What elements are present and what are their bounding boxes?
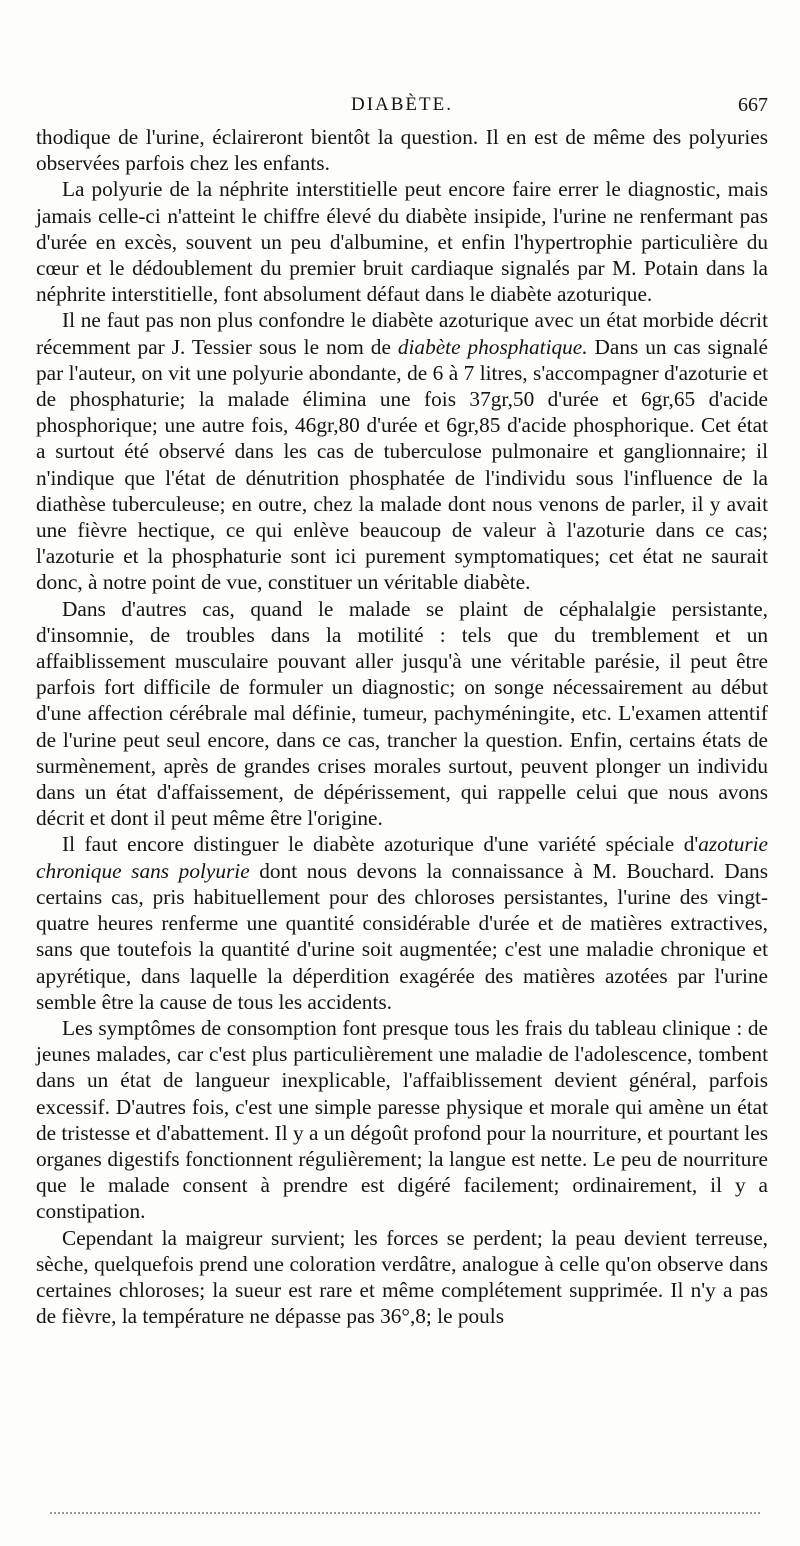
text-segment: Il faut encore distinguer le diabète azoturique d'une variété spéciale d' [62, 832, 699, 857]
text-segment: Les symptômes de consomption font presque tous les frais du tableau clinique : de jeunes malades, car c'est plus particulièrement une maladie de l'adolescence, tombent dans un état de langueur inexplicable, l'affaiblissement devient général, parfois excessif. D'autres fois, c'est une simple paresse physique et morale qui amène un état de tristesse et d'abattement. Il y a un dégoût profond pour la nourriture, et pourtant les organes digestifs fonctionnent régulièrement; la langue est nette. Le peu de nourriture que le malade consent à prendre est digéré facilement; ordinairement, il y a constipation. [36, 1015, 768, 1224]
text-segment: Dans un cas signalé par l'auteur, on vit une polyurie abondante, de 6 à 7 litres, s'accompagner d'azoturie et de phosphaturie; la malade élimina une fois 37gr,50 d'urée et 6gr,65 d'acide phosphorique; une autre fois, 46gr,80 d'urée et 6gr,85 d'acide phosphorique. Cet état a surtout été observé dans les cas de tuberculose pulmonaire et ganglionnaire; il n'indique que l'état de dénutrition phosphatée de l'individu sous l'influence de la diathèse tuberculeuse; en outre, chez la malade dont nous venons de parler, il y avait une fièvre hectique, ce qui enlève beaucoup de valeur à l'azoturie dans ce cas; l'azoturie et la phosphaturie sont ici purement symptomatiques; cet état ne saurait donc, à notre point de vue, constituer un véritable diabète. [36, 334, 768, 595]
text-segment: Cependant la maigreur survient; les forces se perdent; la peau devient terreuse, sèche, quelquefois prend une coloration verdâtre, analogue à celle qu'on observe dans certaines chloroses; la sueur est rare et même complétement supprimée. Il n'y a pas de fièvre, la température ne dépasse pas 36°,8; le pouls [36, 1225, 768, 1329]
bottom-dotted-rule [50, 1512, 760, 1514]
text-segment: La polyurie de la néphrite interstitielle peut encore faire errer le diagnostic, mais jamais celle-ci n'atteint le chiffre élevé du diabète insipide, l'urine ne renfermant pas d'urée en excès, souvent un peu d'albumine, et enfin l'hypertrophie particulière du cœur et le dédoublement du premier bruit cardiaque signalés par M. Potain dans la néphrite interstitielle, font absolument défaut dans le diabète azoturique. [36, 177, 768, 307]
page-number: 667 [738, 94, 768, 116]
text-segment: Il ne faut pas non plus confondre le diabète azoturique avec un état morbide décrit récemment par J. Tessier sous le nom de [36, 308, 768, 359]
italic-term: diabète phosphatique. [397, 334, 588, 359]
paragraph-7 [36, 1225, 768, 1330]
text-segment: thodique de l'urine, éclaireront bientôt la question. Il en est de même des polyuries observées parfois chez les enfants. [36, 125, 768, 176]
text-segment: Dans d'autres cas, quand le malade se plaint de céphalalgie persistante, d'insomnie, de troubles dans la motilité : tels que du tremblement et un affaiblissement musculaire pouvant aller jusqu'à une véritable parésie, il peut être parfois fort difficile de formuler un diagnostic; on songe nécessairement au début d'une affection cérébrale mal définie, tumeur, pachyméningite, etc. L'examen attentif de l'urine peut seul encore, dans ce cas, trancher la question. Enfin, certains états de surmènement, après de grandes crises morales surtout, peuvent plonger un individu dans un état d'affaissement, de dépérissement, qui rappelle celui que nous avons décrit et dont il peut même être l'origine. [36, 596, 768, 831]
paragraph-1 [36, 124, 768, 176]
running-head [36, 94, 768, 120]
paragraph-2 [36, 176, 768, 307]
running-title: DIABÈTE. [350, 94, 453, 115]
body-text [36, 124, 768, 1329]
paragraph-4 [36, 596, 768, 832]
italic-term: azoturie chronique sans polyurie [36, 832, 768, 883]
paragraph-5 [36, 831, 768, 1014]
text-segment: dont nous devons la connaissance à M. Bouchard. Dans certains cas, pris habituellement pour des chloroses persistantes, l'urine des vingt-quatre heures renferme une quantité considérable d'urée et de matières extractives, sans que toutefois la quantité d'urine soit augmentée; c'est une maladie chronique et apyrétique, dans laquelle la déperdition exagérée des matières azotées par l'urine semble être la cause de tous les accidents. [36, 858, 768, 1014]
paragraph-3 [36, 307, 768, 595]
paragraph-6 [36, 1015, 768, 1225]
